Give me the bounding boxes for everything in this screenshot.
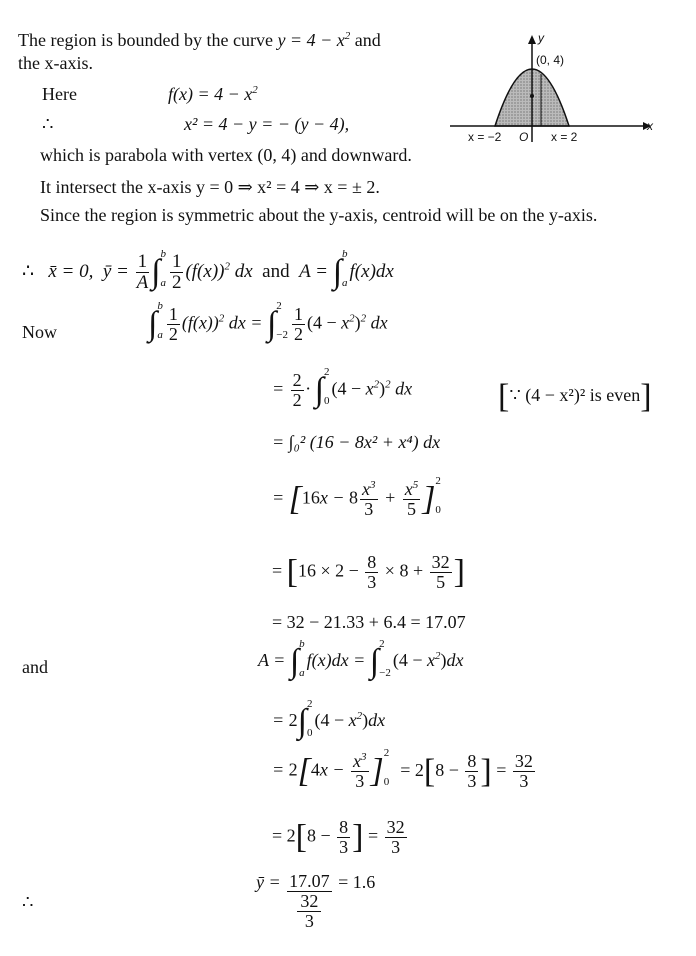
graph-x-label: x [647, 119, 653, 133]
area-step-2: = 2∫ 2 0 $(4 - x^2)dx$ [272, 698, 386, 740]
area-symbol: A = [299, 260, 328, 282]
therefore-symbol-2: ∴ [22, 260, 35, 282]
even-note: [∵ (4 − x²)² is even] [498, 378, 652, 415]
y-axis-arrow-icon [528, 35, 536, 44]
therefore-symbol-1: ∴ [42, 114, 54, 134]
now-step-5: = [16 × 2 − $\frac{8}{3}$ × 8 + $\frac{32}{5}$ ] [272, 552, 465, 592]
now-step-1: ∫ b a $\frac{1}{2}$ $(f(x))^2$ dx = ∫ 2 −2 $\frac{1}{2}$ $(4 - x^2)^2$ dx [148, 300, 388, 344]
area-step-4: = 2[8 − $\frac{8}{3}$ ] = $\frac{32}{3}$ [272, 817, 405, 857]
graph-origin-label: O [519, 130, 529, 144]
parabola-graph [445, 30, 660, 145]
intro-line-1: The region is bounded by the curve $y = 4 - x^2$ and [18, 30, 381, 50]
intro-line-2: the x-axis. [18, 53, 93, 73]
now-label: Now [22, 322, 57, 342]
graph-y-label: y [538, 31, 544, 45]
therefore-symbol-3: ∴ [22, 892, 34, 912]
here-label: Here [42, 84, 77, 104]
intersect-statement: It intersect the x-axis y = 0 ⇒ x² = 4 ⇒ x = ± 2. [40, 177, 380, 197]
graph-right-label: x = 2 [551, 130, 578, 144]
centroid-formula: ∴ x̄ = 0, ȳ = $\frac{1}{A}$ ∫ b a $\frac{1}{2}$ $(f(x))^2$ dx and A = ∫ b a f(x)dx [22, 248, 394, 293]
area-step-3: = 2[4x − $\frac{x^3}{3}$ ] 2 0 = 2[8 − $\frac{8}{3}$ ] = $\frac{32}{3}$ [272, 747, 533, 791]
now-step-4: = [16x − 8 $\frac{x^3}{3}$ + $\frac{x^5}{5}$ ] 2 0 [272, 475, 441, 519]
x-squared-equation: x² = 4 − y = − (y − 4), [184, 114, 350, 134]
now-step-3: = ∫₀² (16 − 8x² + x⁴) dx [272, 432, 441, 452]
curve-equation: $y = 4 - x^2$ [277, 30, 351, 50]
parabola-statement: which is parabola with vertex (0, 4) and downward. [40, 145, 412, 165]
and-label: and [22, 657, 48, 677]
area-step-1: A = ∫ b a f(x)dx = ∫ 2 −2 $(4 - x^2)dx$ [258, 638, 464, 680]
graph-vertex-label: (0, 4) [536, 53, 565, 67]
ybar-symbol: ȳ = [102, 260, 129, 282]
symmetry-statement: Since the region is symmetric about the y-axis, centroid will be on the y-axis. [40, 205, 598, 225]
graph-left-label: x = −2 [468, 130, 502, 144]
fx-definition: $f(x) = 4 - x^2$ [168, 84, 258, 104]
now-step-6: = 32 − 21.33 + 6.4 = 17.07 [272, 612, 466, 632]
centroid-dot [530, 94, 534, 98]
ybar-final: ȳ = 17.07 32 3 = 1.6 [256, 871, 376, 931]
and-word: and [262, 260, 290, 282]
xbar-value: x̄ = 0, [48, 260, 94, 282]
now-step-2: = $\frac{2}{2}$ · ∫ 2 0 $(4 - x^2)^2$ dx [272, 366, 413, 410]
